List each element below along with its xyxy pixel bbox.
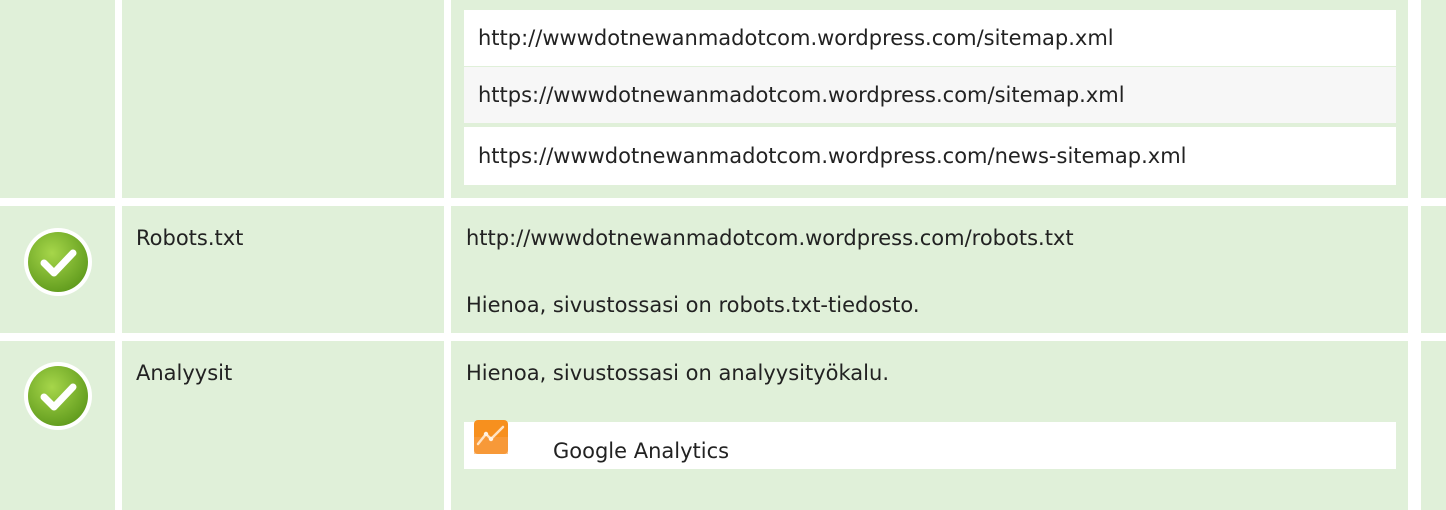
analytics-tool-name: Google Analytics	[553, 439, 730, 463]
row-label: Analyysit	[136, 361, 233, 385]
edge-cell	[1421, 206, 1446, 333]
google-analytics-icon	[474, 420, 508, 454]
analytics-tool-item	[464, 422, 1396, 469]
analytics-message: Hienoa, sivustossasi on analyysityökalu.	[466, 361, 889, 385]
robots-message: Hienoa, sivustossasi on robots.txt-tiedosto.	[466, 293, 920, 317]
check-icon	[22, 226, 94, 298]
status-cell	[0, 0, 115, 198]
sitemap-url[interactable]: https://wwwdotnewanmadotcom.wordpress.com/news-sitemap.xml	[464, 127, 1396, 185]
check-icon	[22, 360, 94, 432]
row-label: Robots.txt	[136, 226, 244, 250]
sitemap-url[interactable]: https://wwwdotnewanmadotcom.wordpress.com/sitemap.xml	[464, 67, 1396, 123]
label-cell	[122, 0, 444, 198]
edge-cell	[1421, 0, 1446, 198]
sitemap-url[interactable]: http://wwwdotnewanmadotcom.wordpress.com/sitemap.xml	[464, 10, 1396, 66]
edge-cell	[1421, 341, 1446, 510]
robots-url[interactable]: http://wwwdotnewanmadotcom.wordpress.com/robots.txt	[466, 226, 1074, 250]
